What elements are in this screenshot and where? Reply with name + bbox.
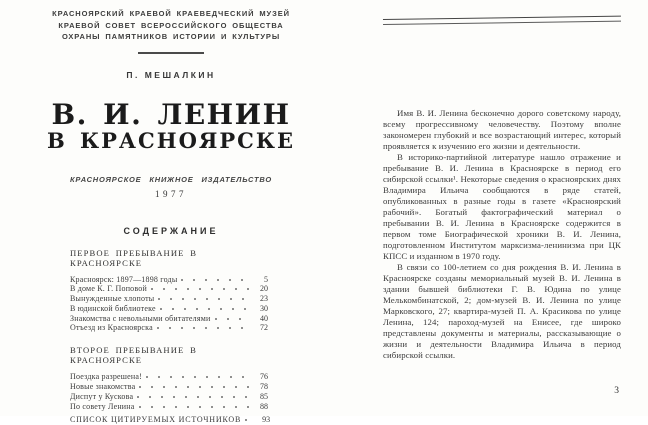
- toc-row: [70, 275, 268, 285]
- dot-leader: [139, 382, 251, 389]
- toc-row: [70, 415, 268, 425]
- dot-leader: [137, 392, 251, 399]
- dot-leader: [181, 275, 251, 282]
- body-paragraph: Имя В. И. Ленина бесконечно дорого советскому народу, всему прогрессивному человечеству. Поэтому вполне закономерен глубокий и все возрастающий интерес, который проявляется к изучению его жизни и деятельности.: [383, 108, 621, 152]
- toc-row: [70, 323, 268, 333]
- toc-entry-label: В доме К. Г. Поповой: [70, 285, 147, 294]
- toc-section-second-stay: [70, 345, 268, 425]
- table-of-contents: [70, 248, 268, 425]
- institution-header-line: КРАСНОЯРСКИЙ КРАЕВОЙ КРАЕВЕДЧЕСКИЙ МУЗЕЙ: [40, 8, 302, 20]
- book-title-line-2: В КРАСНОЯРСКЕ: [40, 129, 302, 153]
- toc-row: [70, 304, 268, 314]
- publisher-name: КРАСНОЯРСКОЕ КНИЖНОЕ ИЗДАТЕЛЬСТВО: [40, 175, 302, 184]
- introduction-text: [383, 108, 621, 361]
- toc-row: [70, 402, 268, 412]
- toc-row: [70, 294, 268, 304]
- toc-entry-label: СПИСОК ЦИТИРУЕМЫХ ИСТОЧНИКОВ: [70, 416, 241, 425]
- book-title-line-1: В. И. ЛЕНИН: [40, 101, 302, 129]
- toc-entry-label: Отъезд из Красноярска: [70, 324, 153, 333]
- toc-section-rows: [70, 372, 268, 425]
- dot-leader: [245, 415, 253, 422]
- toc-heading: СОДЕРЖАНИЕ: [40, 226, 302, 236]
- toc-entry-page-number: 78: [255, 383, 268, 392]
- toc-entry-label: В юдинской библиотеке: [70, 305, 156, 314]
- toc-entry-label: Знакомства с невольными обитателями: [70, 315, 211, 324]
- left-title-page: [40, 8, 302, 425]
- institution-header-line: КРАЕВОЙ СОВЕТ ВСЕРОССИЙСКОГО ОБЩЕСТВА: [40, 20, 302, 32]
- header-divider-rule: [138, 52, 204, 54]
- toc-row: [70, 314, 268, 324]
- toc-section-rows: [70, 275, 268, 334]
- body-paragraph: В связи со 100-летием со дня рождения В. И. Ленина в Красноярске созданы мемориальный музей В. И. Ленина в здании бывшей библиотеки Г. В. Юдина по улице Мелькомбинатской, 2; дом-музей В. И. Ленина по улице Марковского, 27; квартира-музей П. А. Красикова по улице Ленина, 124; пароход-музей на Енисее, где широко представлены документы и материалы, рассказывающие о жизни и деятельности Владимира Ильича в период сибирской ссылки.: [383, 262, 621, 361]
- toc-entry-page-number: 85: [255, 393, 268, 402]
- dot-leader: [146, 372, 251, 379]
- author-name: П. МЕШАЛКИН: [40, 70, 302, 80]
- dot-leader: [151, 284, 251, 291]
- dot-leader: [158, 294, 251, 301]
- toc-entry-label: Диспут у Кускова: [70, 393, 133, 402]
- toc-section-first-stay: [70, 248, 268, 334]
- toc-row: [70, 392, 268, 402]
- dot-leader: [139, 402, 251, 409]
- toc-row: [70, 284, 268, 294]
- toc-entry-page-number: 40: [255, 315, 268, 324]
- toc-entry-label: Поездка разрешена!: [70, 373, 142, 382]
- institution-header-line: ОХРАНЫ ПАМЯТНИКОВ ИСТОРИИ И КУЛЬТУРЫ: [40, 31, 302, 43]
- toc-entry-page-number: 23: [255, 295, 268, 304]
- body-paragraph: В историко-партийной литературе нашло отражение и пребывание В. И. Ленина в Красноярске в период его сибирской ссылки¹. Некоторые сведения о красноярских днях Владимира Ильича сообщаются в ряде статей, опубликованных в разные годы в газете «Красноярский рабочий». Богатый фактографический материал о пребывании В. И. Ленина в Красноярске содержится в первом томе Биографической хроники В. И. Ленина, подготовленном Институтом марксизма-ленинизма при ЦК КПСС и изданном в 1970 году.: [383, 152, 621, 262]
- right-text-page: [383, 0, 621, 361]
- toc-entry-label: Новые знакомства: [70, 383, 135, 392]
- toc-entry-label: Вынужденные хлопоты: [70, 295, 154, 304]
- top-rule-lower-line: [383, 20, 621, 24]
- toc-section-title: ПЕРВОЕ ПРЕБЫВАНИЕ В КРАСНОЯРСКЕ: [70, 248, 268, 268]
- toc-entry-page-number: 5: [255, 276, 268, 285]
- toc-section-title: ВТОРОЕ ПРЕБЫВАНИЕ В КРАСНОЯРСКЕ: [70, 345, 268, 365]
- toc-entry-page-number: 20: [255, 285, 268, 294]
- toc-entry-label: Красноярск: 1897—1898 годы: [70, 276, 177, 285]
- toc-entry-page-number: 93: [257, 416, 270, 425]
- dot-leader: [157, 323, 251, 330]
- dot-leader: [160, 304, 251, 311]
- toc-entry-page-number: 30: [255, 305, 268, 314]
- page-number: 3: [383, 386, 621, 396]
- top-double-rule: [383, 16, 621, 25]
- publication-year: 1977: [40, 189, 302, 199]
- top-rule-upper-line: [383, 16, 621, 20]
- toc-row: [70, 382, 268, 392]
- toc-entry-page-number: 72: [255, 324, 268, 333]
- toc-entry-page-number: 88: [255, 403, 268, 412]
- toc-row: [70, 372, 268, 382]
- toc-entry-label: По совету Ленина: [70, 403, 135, 412]
- toc-entry-page-number: 76: [255, 373, 268, 382]
- dot-leader: [215, 314, 252, 321]
- institution-header: [40, 8, 302, 43]
